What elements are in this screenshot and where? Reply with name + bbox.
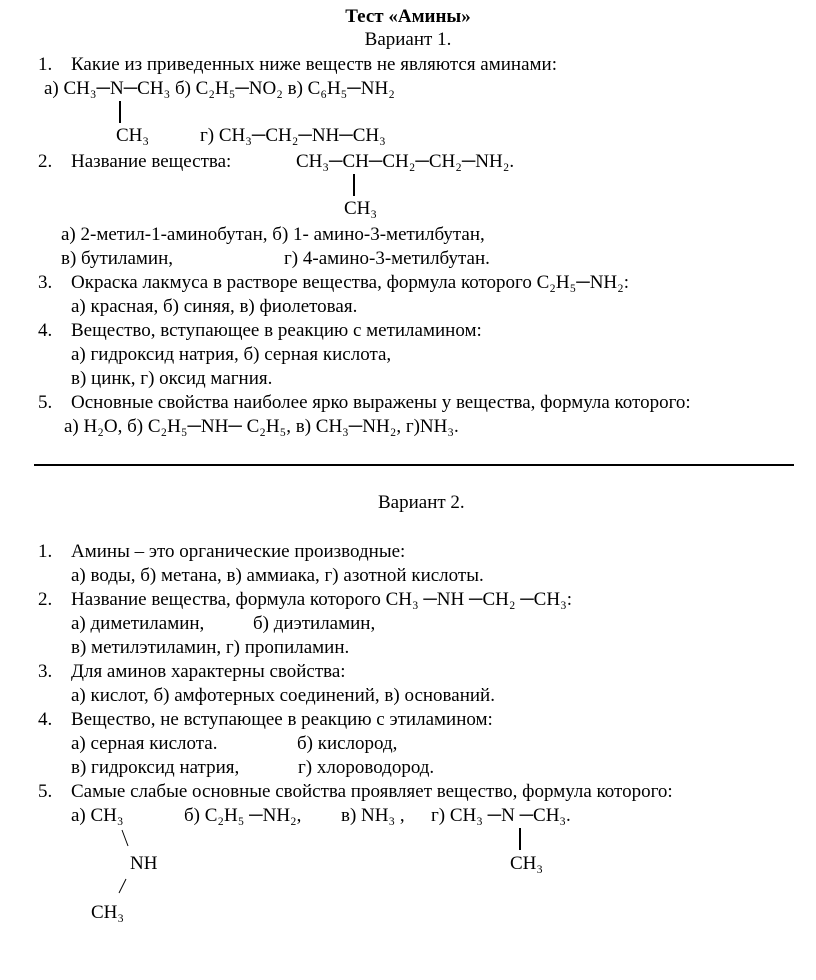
v2-q2-number: 2. xyxy=(38,589,53,610)
v2-q3-text: Для аминов характерны свойства: xyxy=(71,661,346,682)
v2-q4-answer-g: г) хлороводород. xyxy=(298,757,435,778)
v1-q2-number: 2. xyxy=(38,151,53,172)
v2-q1-answers: а) воды, б) метана, в) аммиака, г) азотной кислоты. xyxy=(71,565,484,586)
v1-q5-number: 5. xyxy=(38,392,53,413)
v2-q5-answer-a: а) CH₃ xyxy=(71,805,124,826)
v2-q2-answer-b: б) диэтиламин, xyxy=(253,613,376,634)
v1-q2-answer-g: г) 4-амино-3-метилбутан. xyxy=(284,248,490,269)
v2-q1-number: 1. xyxy=(38,541,53,562)
v2-q5-nh-group: NH xyxy=(130,853,158,874)
v2-q5-number: 5. xyxy=(38,781,53,802)
v2-q3-number: 3. xyxy=(38,661,53,682)
v1-q2-substituent: CH₃ xyxy=(344,198,378,219)
page-title: Тест «Амины» xyxy=(345,6,471,27)
v1-q3-answers: а) красная, б) синяя, в) фиолетовая. xyxy=(71,296,358,317)
v1-q5-text: Основные свойства наиболее ярко выражены у вещества, формула которого: xyxy=(71,392,691,413)
v1-q4-answers-line1: а) гидроксид натрия, б) серная кислота, xyxy=(71,344,392,365)
variant-2-heading: Вариант 2. xyxy=(378,492,465,513)
v1-q3-number: 3. xyxy=(38,272,53,293)
v2-q5-g-substituent: CH₃ xyxy=(510,853,544,874)
v2-q2-answers-line2: в) метилэтиламин, г) пропиламин. xyxy=(71,637,350,658)
v2-q4-number: 4. xyxy=(38,709,53,730)
v1-q4-text: Вещество, вступающее в реакцию с метиламином: xyxy=(71,320,482,341)
v1-q4-answers-line2: в) цинк, г) оксид магния. xyxy=(71,368,273,389)
v2-q5-answer-v: в) NH₃ , xyxy=(341,805,405,826)
v2-q2-text: Название вещества, формула которого CH₃ ─NH ─CH₂ ─CH₃: xyxy=(71,589,572,610)
v1-q1-option-g: г) CH₃─CH₂─NH─CH₃ xyxy=(200,125,386,146)
v1-q1-text: Какие из приведенных ниже веществ не являются аминами: xyxy=(71,54,558,75)
v1-q2-answer-v: в) бутиламин, xyxy=(61,248,173,269)
v2-q4-answer-b: б) кислород, xyxy=(297,733,398,754)
v2-q3-answers: а) кислот, б) амфотерных соединений, в) оснований. xyxy=(71,685,495,706)
v1-q4-number: 4. xyxy=(38,320,53,341)
v1-q5-answers: а) H₂O, б) C₂H₅─NH─ C₂H₅, в) CH₃─NH₂, г)NH₃. xyxy=(64,416,459,437)
v2-q4-answer-v: в) гидроксид натрия, xyxy=(71,757,240,778)
v2-q5-answer-b: б) C₂H₅ ─NH₂, xyxy=(184,805,302,826)
v2-q1-text: Амины – это органические производные: xyxy=(71,541,406,562)
v2-q5-text: Самые слабые основные свойства проявляет вещество, формула которого: xyxy=(71,781,673,802)
v1-q2-answers-line1: а) 2-метил-1-аминобутан, б) 1- амино-3-метилбутан, xyxy=(61,224,485,245)
v2-q5-answer-g: г) CH₃ ─N ─CH₃. xyxy=(431,805,571,826)
v1-q3-text: Окраска лакмуса в растворе вещества, формула которого C₂H₅─NH₂: xyxy=(71,272,630,293)
v2-q4-answer-a: а) серная кислота. xyxy=(71,733,218,754)
variant-1-heading: Вариант 1. xyxy=(364,29,452,50)
v1-q2-formula: CH₃─CH─CH₂─CH₂─NH₂. xyxy=(296,151,515,172)
v2-q2-answer-a: а) диметиламин, xyxy=(71,613,205,634)
v1-q1-options-line1: а) CH₃─N─CH₃ б) C₂H₅─NO₂ в) C₆H₅─NH₂ xyxy=(44,78,395,99)
v1-q1-substituent: CH₃ xyxy=(116,125,150,146)
v2-q4-text: Вещество, не вступающее в реакцию с этиламином: xyxy=(71,709,493,730)
bond-slash xyxy=(119,879,126,893)
v1-q1-number: 1. xyxy=(38,54,53,75)
v1-q2-label: Название вещества: xyxy=(71,151,232,172)
bond-backslash xyxy=(122,830,128,846)
v2-q5-a-bottom-group: CH₃ xyxy=(91,902,125,923)
